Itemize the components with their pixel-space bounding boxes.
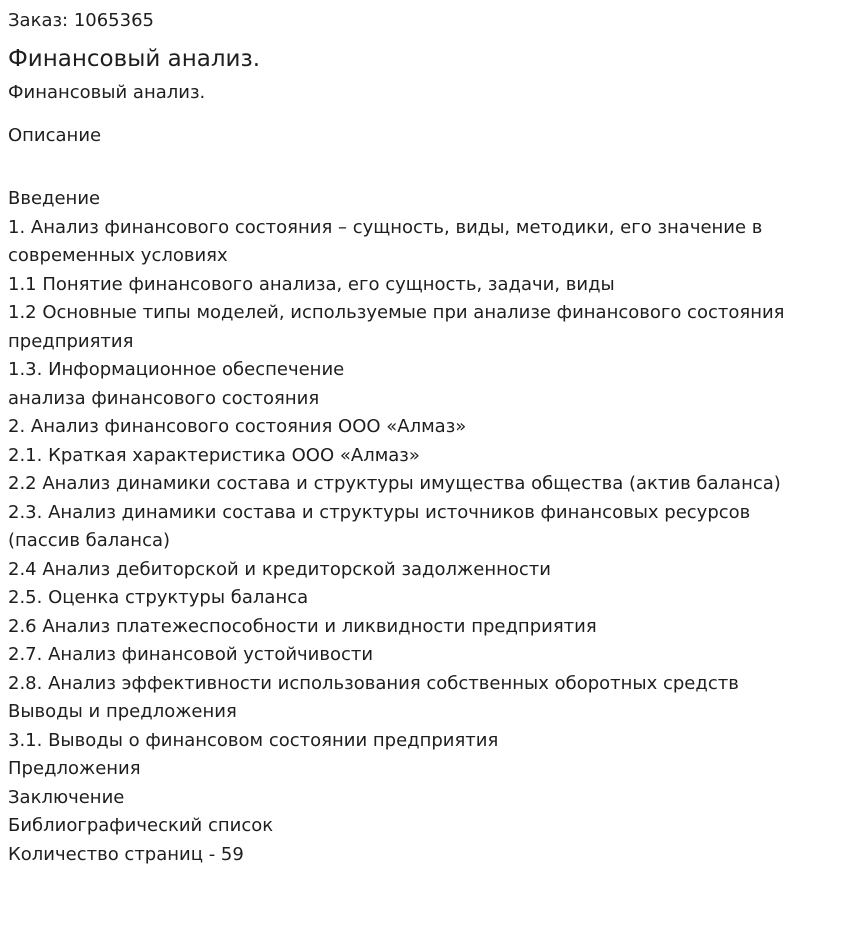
- toc-line: 1.2 Основные типы моделей, используемые при анализе финансового состояния: [8, 302, 785, 323]
- toc-line: 2.2 Анализ динамики состава и структуры имущества общества (актив баланса): [8, 473, 781, 494]
- page-subtitle: Финансовый анализ.: [8, 82, 206, 103]
- order-number: Заказ: 1065365: [8, 10, 154, 31]
- toc-line: 1.1 Понятие финансового анализа, его сущность, задачи, виды: [8, 273, 615, 295]
- toc-line: 1. Анализ финансового состояния – сущность, виды, методики, его значение в: [8, 216, 763, 238]
- toc-line: 3.1. Выводы о финансовом состоянии предприятия: [8, 729, 499, 751]
- description-label: Описание: [8, 125, 102, 146]
- toc-line: 2.3. Анализ динамики состава и структуры источников финансовых ресурсов: [8, 501, 751, 523]
- toc-line: 1.3. Информационное обеспечение: [8, 359, 345, 380]
- toc-line: анализа финансового состояния: [8, 387, 320, 409]
- toc-line: 2.7. Анализ финансовой устойчивости: [8, 644, 374, 665]
- toc-line: 2.8. Анализ эффективности использования собственных оборотных средств: [8, 672, 739, 694]
- toc-line: Количество страниц - 59: [8, 843, 244, 865]
- toc-line: предприятия: [8, 330, 134, 352]
- table-of-contents: [8, 185, 839, 869]
- toc-line: Заключение: [8, 786, 125, 808]
- toc-line: 2.6 Анализ платежеспособности и ликвидности предприятия: [8, 615, 597, 637]
- toc-line: 2. Анализ финансового состояния ООО «Алмаз»: [8, 416, 467, 437]
- toc-line: современных условиях: [8, 245, 228, 266]
- toc-line: 2.1. Краткая характеристика ООО «Алмаз»: [8, 444, 420, 466]
- toc-line: Библиографический список: [8, 815, 274, 836]
- toc-line: 2.5. Оценка структуры баланса: [8, 587, 309, 608]
- page-title: Финансовый анализ.: [8, 46, 261, 72]
- toc-line: Введение: [8, 188, 101, 209]
- toc-line: Предложения: [8, 758, 141, 779]
- toc-line: Выводы и предложения: [8, 701, 237, 722]
- toc-line: (пассив баланса): [8, 530, 171, 551]
- toc-line: 2.4 Анализ дебиторской и кредиторской задолженности: [8, 558, 551, 580]
